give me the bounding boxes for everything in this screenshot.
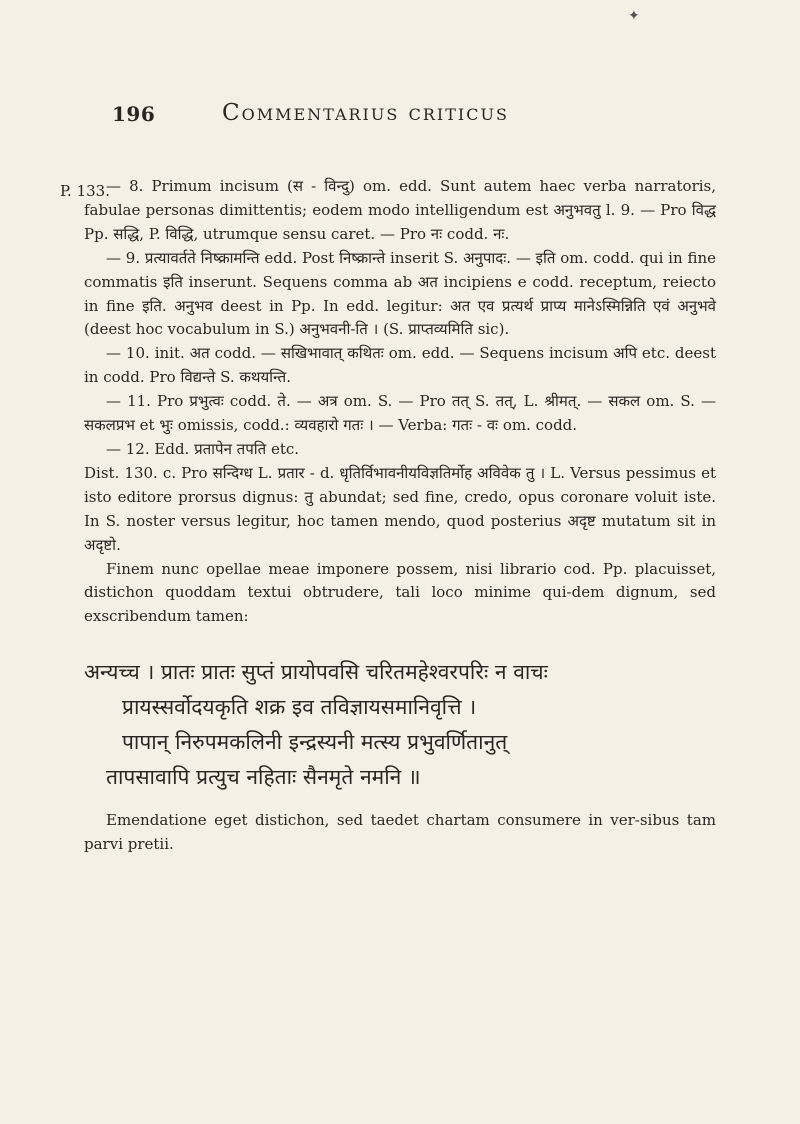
note-paragraph: — 10. init. अत codd. — सखिभावात् कथितः om. edd. — Sequens incisum अपि etc. deest in codd. Pro विद्यन्ते S. कथयन्ति. xyxy=(84,344,716,387)
corner-mark: ✦ xyxy=(628,8,640,24)
commentary-body xyxy=(84,175,716,629)
note-paragraph: — 9. प्रत्यावर्तते निष्क्रामन्ति edd. Post निष्क्रान्ते inserit S. अनुपादः. — इति om. codd. qui in fine commatis इति inserunt. Sequens comma ab अत incipiens e codd. receptum, reiecto in fine इति. अनुभव deest in Pp. In edd. legitur: अत एव प्रत्यर्थ प्राप्य मानेऽस्मिन्निति एवं अनुभवे (deest hoc vocabulum in S.) अनुभवनी-ति । (S. प्राप्तव्यमिति sic). xyxy=(84,248,716,339)
note-paragraph: — 12. Edd. प्रतापेन तपति etc. xyxy=(106,439,300,458)
verse-line: पापान् निरुपमकलिनी इन्द्रस्यनी मत्स्य प्रभुवर्णितानुत् xyxy=(122,730,508,754)
closing-remark xyxy=(84,808,716,856)
note-paragraph: — 8. Primum incisum (स - विन्दु) om. edd. Sunt autem haec verba narratoris, fabulae personas dimittentis; eodem modo intelligendum est अनुभवतु l. 9. — Pro विद्ध Pp. सद्धि, P. विद्धि, utrumque sensu caret. — Pro नः codd. नः. xyxy=(84,177,716,243)
page-header xyxy=(112,102,712,132)
sanskrit-verse xyxy=(84,655,724,795)
margin-reference: P. 133. xyxy=(60,182,110,200)
verse-line: प्रायस्सर्वोदयकृति शक्र इव तविज्ञायसमानिवृत्ति । xyxy=(122,695,477,719)
closing-paragraph: Emendatione eget distichon, sed taedet chartam consumere in ver-sibus tam parvi pretii. xyxy=(84,811,716,853)
note-paragraph: — 11. Pro प्रभुत्वः codd. ते. — अत्र om. S. — Pro तत् S. तत्, L. श्रीमत्. — सकल om. S. — सकलप्रभ et भुः omissis, codd.: व्यवहारो गतः । — Verba: गतः - वः om. codd. xyxy=(84,392,716,435)
running-title: Commentarius criticus xyxy=(222,100,509,126)
page-number: 196 xyxy=(112,102,156,126)
note-paragraph: Finem nunc opellae meae imponere possem, nisi librario cod. Pp. placuisset, distichon quoddam textui obtrudere, tali loco minime qui-dem dignum, sed exscribendum tamen: xyxy=(84,559,716,626)
note-paragraph: Dist. 130. c. Pro सन्दिग्ध L. प्रतार - d. धृतिर्विभावनीयविज्ञतिर्मोह अविवेक तु । L. Versus pessimus et isto editore prorsus dignus: तु abundat; sed fine, credo, opus coronare voluit iste. In S. noster versus legitur, hoc tamen mendo, quod posterius अदृष्ट mutatum sit in अदृष्टो. xyxy=(84,463,716,554)
verse-line: अन्यच्च । प्रातः प्रातः सुप्तं प्रायोपवसि चरितमहेश्वरपरिः न वाचः xyxy=(84,660,548,684)
verse-line: तापसावापि प्रत्युच नहिताः सैनमृते नमनि ॥ xyxy=(106,765,421,789)
